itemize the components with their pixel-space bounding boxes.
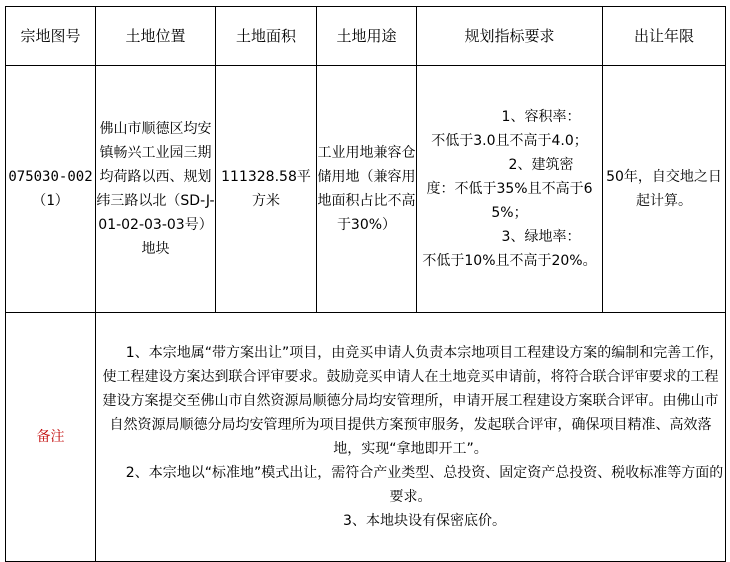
planning-item-2-num: 2、建筑密 xyxy=(508,157,574,173)
header-usage: 土地用途 xyxy=(317,7,417,66)
remark-item-3: 3、本地块设有保密底价。 xyxy=(343,513,506,529)
remarks-content xyxy=(96,313,726,562)
remarks-label: 备注 xyxy=(6,313,96,562)
cell-location: 佛山市顺德区均安镇畅兴工业园三期均荷路以西、规划纬三路以北（SD-J-01-02-03-03号）地块 xyxy=(96,66,216,313)
land-info-table xyxy=(5,6,726,562)
cell-planning xyxy=(417,66,603,313)
planning-item-3-text: 不低于10%且不高于20%。 xyxy=(422,253,597,269)
header-parcel-no: 宗地图号 xyxy=(6,7,96,66)
planning-item-3-num: 3、绿地率： xyxy=(501,229,581,245)
planning-item-1-text: 不低于3.0且不高于4.0； xyxy=(431,133,588,149)
header-location: 土地位置 xyxy=(96,7,216,66)
planning-item-2-text: 度：不低于35%且不高于65%； xyxy=(426,181,593,221)
header-term: 出让年限 xyxy=(603,7,726,66)
cell-parcel-no xyxy=(6,66,96,313)
parcel-no-value: 075030-002（1） xyxy=(8,169,93,209)
table-row xyxy=(6,66,726,313)
remark-item-1: 1、本宗地属“带方案出让”项目，由竞买申请人负责本宗地项目工程建设方案的编制和完善工作，使工程建设方案达到联合评审要求。鼓励竞买申请人在土地竞买申请前，将符合联合评审要求的工程建设方案提交至佛山市自然资源局顺德分局均安管理所，申请开展工程建设方案联合评审。由佛山市自然资源局顺德分局均安管理所为项目提供方案预审服务，发起联合评审，确保项目精准、高效落地，实现“拿地即开工”。 xyxy=(102,345,724,457)
header-row xyxy=(6,7,726,66)
remark-item-2: 2、本宗地以“标准地”模式出让，需符合产业类型、总投资、固定资产总投资、税收标准等方面的要求。 xyxy=(125,465,724,505)
cell-area: 111328.58平方米 xyxy=(216,66,317,313)
cell-term: 50年，自交地之日起计算。 xyxy=(603,66,726,313)
cell-usage: 工业用地兼容仓储用地（兼容用地面积占比不高于30%） xyxy=(317,66,417,313)
header-area: 土地面积 xyxy=(216,7,317,66)
remarks-row xyxy=(6,313,726,562)
planning-item-1-num: 1、容积率： xyxy=(501,109,581,125)
header-planning: 规划指标要求 xyxy=(417,7,603,66)
